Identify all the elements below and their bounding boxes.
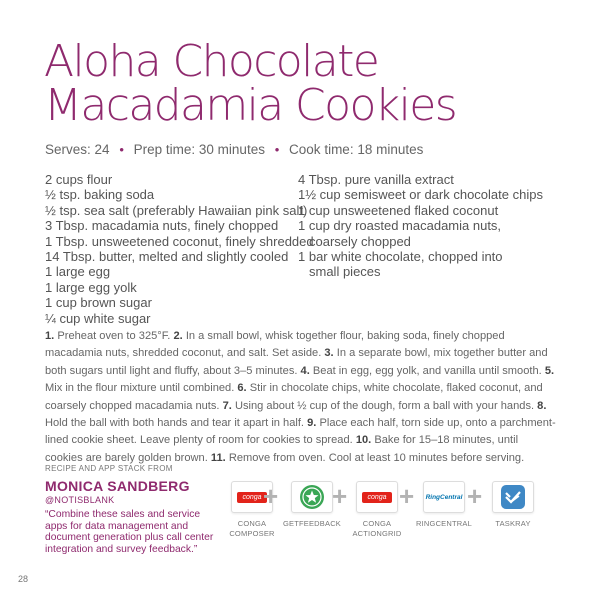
- app-label: CONGA: [362, 519, 392, 528]
- app-label: ACTIONGRID: [352, 528, 402, 538]
- step-text: In a separate bowl, mix together butter and both sugars until light and fluffy, about 3–5 minutes.: [45, 347, 548, 377]
- app-label: TASKRAY: [495, 519, 531, 528]
- ingredient-item: 1 cup unsweetened flaked coconut: [298, 202, 499, 218]
- ingredient-item: ½ tsp. sea salt (preferably Hawaiian pink salt): [45, 202, 308, 218]
- step-number: 8.: [537, 399, 547, 412]
- plus-icon: +: [263, 481, 279, 511]
- step-text: Place each half, torn side up, onto a parchment-lined cookie sheet. Leave plenty of room for cookies to spread.: [45, 417, 556, 447]
- page-number: 28: [18, 574, 29, 584]
- step-text: Stir in chocolate chips, white chocolate, flaked coconut, and coarsely chopped macadamia nuts.: [45, 382, 543, 412]
- ingredient-item: ¼ cup white sugar: [45, 310, 151, 326]
- app-taskray[interactable]: [485, 481, 541, 529]
- app-label: COMPOSER: [229, 528, 275, 538]
- recipe-title-line2: Macadamia Cookies: [44, 80, 457, 131]
- step-number: 4.: [300, 364, 310, 377]
- app-label: CONGA: [237, 519, 267, 528]
- step-number: 1.: [45, 330, 55, 342]
- step-number: 7.: [222, 399, 232, 412]
- step-text: Bake for 15–18 minutes, until cookies are barely golden brown.: [45, 434, 519, 464]
- recipe-title-line1: Aloha Chocolate: [44, 36, 379, 87]
- step-number: 3.: [324, 347, 334, 360]
- step-text: Using about ½ cup of the dough, form a ball with your hands.: [234, 399, 535, 412]
- app-ringcentral[interactable]: [416, 481, 472, 529]
- step-text: Mix in the flour mixture until combined.: [45, 382, 235, 395]
- taskray-icon: [492, 481, 534, 513]
- step-number: 6.: [237, 382, 247, 395]
- app-label: RINGCENTRAL: [416, 519, 472, 528]
- step-number: 5.: [544, 364, 555, 377]
- star-badge-svg: [299, 484, 325, 510]
- step-text: Remove from oven. Cool at least 10 minutes before serving.: [228, 451, 525, 464]
- recipe-title: [44, 36, 564, 131]
- ingredient-item: 4 Tbsp. pure vanilla extract: [298, 172, 454, 187]
- star-badge-icon: [291, 481, 333, 513]
- ingredient-item-continued: coarsely chopped: [309, 233, 411, 249]
- ingredient-item: 1 cup brown sugar: [45, 295, 152, 311]
- step-text: Beat in egg, egg yolk, and vanilla until smooth.: [312, 364, 542, 377]
- ingredient-item: 1 large egg: [45, 264, 111, 280]
- step-text: In a small bowl, whisk together flour, baking soda, finely chopped macadamia nuts, shredded coconut, and salt. Set aside.: [45, 330, 505, 360]
- ingredient-item: 1 Tbsp. unsweetened coconut, finely shredded: [45, 233, 314, 249]
- step-text: Preheat oven to 325°F.: [57, 330, 171, 342]
- taskray-svg: [500, 484, 526, 510]
- conga-logo: conga: [231, 481, 273, 513]
- ingredient-item: 2 cups flour: [45, 172, 113, 187]
- step-number: 2.: [173, 330, 183, 342]
- ingredients-left: [45, 172, 314, 326]
- separator-dot: •: [119, 142, 124, 157]
- recipe-meta: [45, 142, 565, 157]
- prep-time: Prep time: 30 minutes: [133, 142, 265, 157]
- ringcentral-logo: RingCentral: [423, 481, 465, 513]
- ingredient-item: ½ tsp. baking soda: [45, 187, 155, 203]
- credit-label: RECIPE AND APP STACK FROM: [45, 464, 173, 473]
- app-stack: [0, 481, 600, 551]
- separator-dot: •: [274, 142, 280, 157]
- ingredient-item: 1 cup dry roasted macadamia nuts,: [298, 218, 502, 234]
- instructions: [45, 328, 557, 467]
- author-name: MONICA SANDBERG: [45, 478, 190, 494]
- cook-time: Cook time: 18 minutes: [289, 142, 424, 157]
- plus-icon: +: [332, 481, 348, 511]
- author-quote: “Combine these sales and service apps for data management and document generation plus call center integration and survey feedback.”: [45, 509, 214, 555]
- app-label: GETFEEDBACK: [282, 519, 342, 528]
- ingredient-item: 1 bar white chocolate, chopped into: [298, 249, 503, 265]
- plus-icon: +: [467, 481, 483, 511]
- author-handle[interactable]: @NOTISBLANK: [45, 495, 115, 505]
- ingredient-item: 1½ cup semisweet or dark chocolate chips: [298, 187, 543, 203]
- plus-icon: +: [399, 481, 415, 511]
- step-number: 9.: [307, 417, 317, 430]
- ingredient-item: 3 Tbsp. macadamia nuts, finely chopped: [45, 218, 279, 234]
- step-number: 11.: [210, 451, 226, 464]
- ingredient-item-continued: small pieces: [309, 264, 381, 280]
- step-number: 10.: [355, 434, 372, 447]
- step-text: Hold the ball with both hands and tear it apart in half.: [45, 417, 305, 430]
- ingredient-item: 1 large egg yolk: [45, 279, 137, 295]
- ingredient-item: 14 Tbsp. butter, melted and slightly cooled: [45, 249, 289, 265]
- conga-logo: conga: [356, 481, 398, 513]
- serves: Serves: 24: [45, 142, 110, 157]
- ingredients-right: [298, 172, 568, 280]
